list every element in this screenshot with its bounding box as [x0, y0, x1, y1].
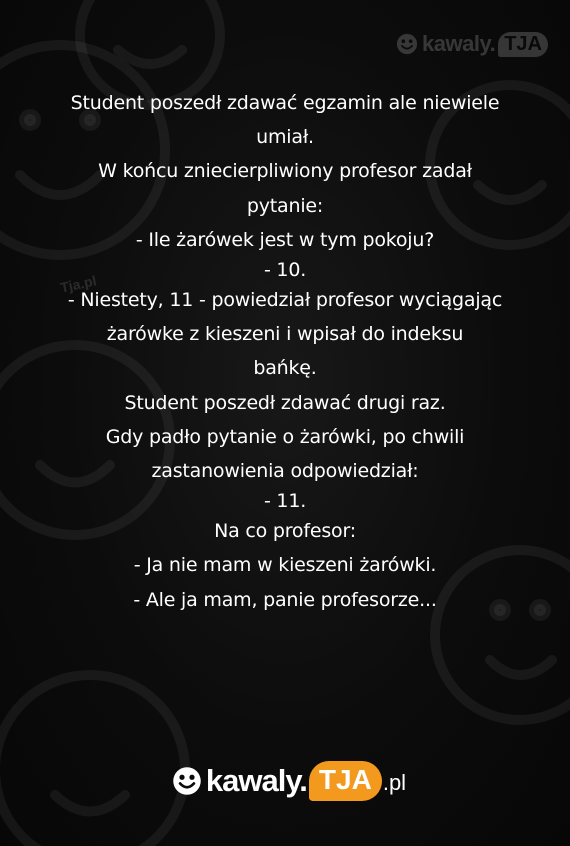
joke-line: - Ja nie mam w kieszeni żarówki.: [133, 554, 437, 577]
site-logo: [0, 744, 570, 818]
logo-badge: TJA: [309, 761, 382, 801]
joke-line: - 10.: [263, 259, 307, 282]
side-watermark: Tja.pl: [58, 272, 98, 296]
joke-line: umiał.: [256, 126, 314, 149]
smiley-icon: [396, 33, 418, 55]
joke-line: zastanowienia odpowiedział:: [151, 460, 419, 483]
joke-line: Gdy padło pytanie o żarówki, po chwili: [105, 425, 465, 448]
logo-tld: .pl: [382, 770, 407, 795]
smiley-icon: [172, 766, 202, 796]
joke-line: pytanie:: [246, 194, 324, 217]
joke-line: Na co profesor:: [214, 520, 356, 543]
joke-line: - Ile żarówek jest w tym pokoju?: [135, 228, 435, 251]
watermark-logo: [396, 26, 548, 62]
watermark-badge: TJA: [498, 32, 548, 57]
joke-text: [20, 86, 550, 617]
joke-line: Student poszedł zdawać egzamin ale niewiele: [70, 92, 500, 114]
joke-line: - 11.: [263, 490, 307, 513]
joke-line: W końcu zniecierpliwiony profesor zadał: [98, 160, 472, 183]
watermark-word: kawaly.: [422, 31, 496, 56]
joke-line: Student poszedł zdawać drugi raz.: [124, 391, 446, 414]
joke-line: - Ale ja mam, panie profesorze...: [133, 588, 437, 611]
joke-line: bańkę.: [253, 357, 317, 380]
joke-line: - Niestety, 11 - powiedział profesor wyciągając: [67, 289, 503, 312]
joke-line: żarówke z kieszeni i wpisał do indeksu: [106, 323, 464, 346]
logo-word: kawaly.: [205, 763, 307, 798]
